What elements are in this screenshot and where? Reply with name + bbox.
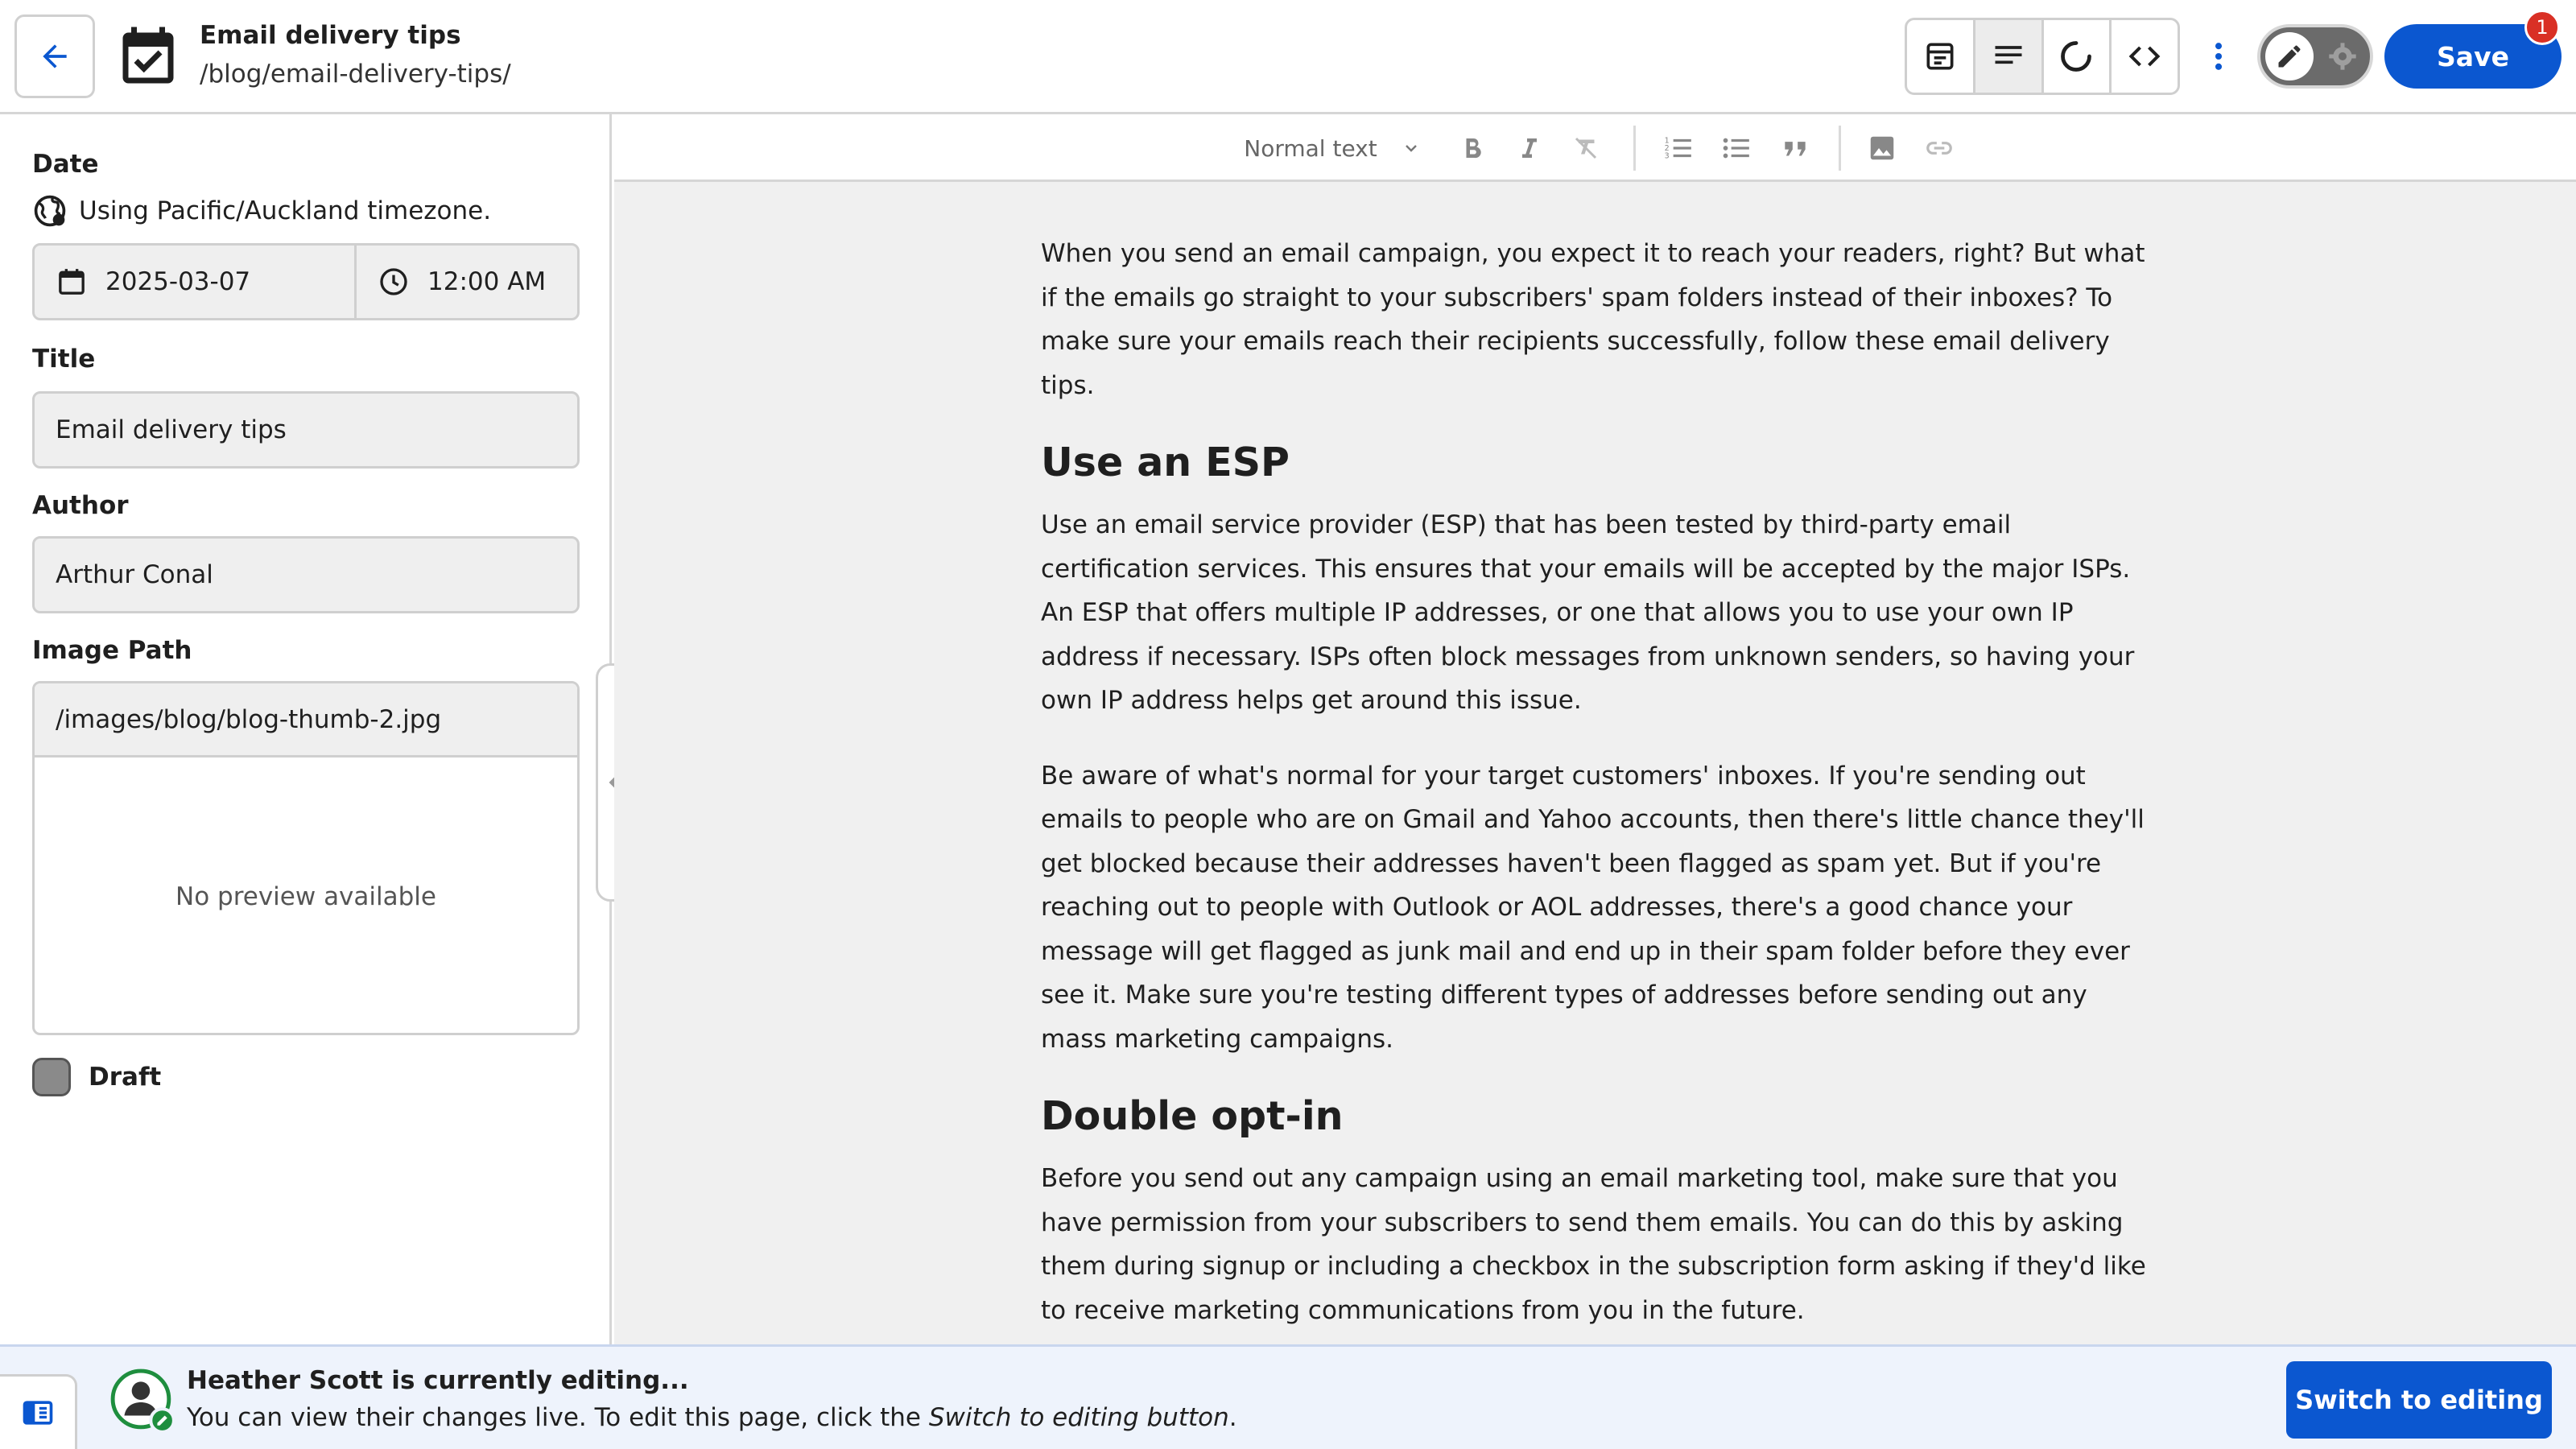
timezone-text: Using Pacific/Auckland timezone.	[79, 196, 492, 225]
timezone-info	[32, 193, 491, 229]
gear-icon	[2323, 37, 2362, 76]
title-label: Title	[32, 345, 96, 374]
svg-text:2: 2	[1664, 144, 1670, 154]
paragraph: Before you send out any campaign using an email marketing tool, make sure that you have permission from your subscribers to send them emails. You can do this by asking them during signup or including a checkbox in the subscription form asking if they'd like to receive marketing communications from you in the future.	[1041, 1164, 2146, 1325]
rich-text-toolbar	[614, 114, 2576, 182]
edit-mode-toggle[interactable]	[2257, 24, 2373, 89]
globe-icon	[32, 193, 68, 229]
quote-button[interactable]	[1777, 130, 1813, 166]
clear-format-button[interactable]	[1570, 130, 1602, 166]
date-input[interactable]	[35, 246, 357, 318]
image-preview-placeholder: No preview available	[175, 881, 436, 911]
insert-image-button[interactable]	[1864, 130, 1900, 166]
paragraph: When you send an email campaign, you expect it to reach your readers, right? But what if the emails go straight to your subscribers' spam folders instead of their inboxes? To make sure your emails reach their recipients successfully, follow these email delivery tips.	[1041, 239, 2145, 400]
text-view-icon	[1991, 39, 2026, 74]
editor-canvas[interactable]	[614, 182, 2576, 1344]
image-path-label: Image Path	[32, 636, 192, 665]
collaboration-banner	[0, 1344, 2576, 1449]
pencil-icon	[2265, 32, 2314, 80]
metadata-sidebar	[0, 114, 612, 1344]
svg-text:1: 1	[1664, 136, 1670, 146]
datetime-field	[32, 243, 580, 320]
italic-button[interactable]	[1513, 130, 1546, 166]
calendar-icon	[56, 266, 88, 298]
form-view-icon	[1922, 39, 1958, 74]
image-icon	[1867, 133, 1897, 163]
back-button[interactable]	[14, 14, 95, 98]
refresh-icon	[2058, 39, 2094, 74]
date-value: 2025-03-07	[105, 267, 251, 296]
heading: Use an ESP	[1041, 440, 1290, 485]
heading: Double opt-in	[1041, 1093, 1344, 1139]
save-button[interactable]: Save	[2384, 24, 2562, 89]
editing-desc-emphasis: Switch to editing button	[928, 1403, 1229, 1432]
editing-desc-text: You can view their changes live. To edit this page, click the	[187, 1403, 929, 1432]
author-input[interactable]: Arthur Conal	[32, 536, 580, 613]
calendar-check-icon	[114, 23, 182, 93]
draft-checkbox[interactable]	[32, 1058, 71, 1096]
arrow-left-icon	[37, 39, 72, 74]
editor-content[interactable]	[1041, 232, 2160, 1344]
toolbar-divider	[1839, 126, 1841, 171]
refresh-button[interactable]	[2044, 20, 2112, 93]
sidebar-panel-icon	[20, 1395, 56, 1430]
toolbar-divider	[1633, 126, 1636, 171]
app-header	[0, 0, 2576, 114]
draft-row	[32, 1058, 161, 1096]
editing-status-description	[187, 1403, 1237, 1432]
draft-label: Draft	[89, 1063, 162, 1092]
text-style-select[interactable]	[1240, 130, 1425, 166]
ordered-list-icon	[1663, 133, 1694, 163]
text-view-button[interactable]	[1975, 20, 2044, 93]
bold-icon	[1458, 134, 1487, 163]
bullet-list-button[interactable]	[1719, 130, 1754, 166]
date-label: Date	[32, 150, 99, 179]
link-icon	[1924, 133, 1955, 163]
quote-icon	[1780, 133, 1810, 163]
time-input[interactable]	[357, 246, 577, 318]
switch-to-editing-button[interactable]: Switch to editing	[2286, 1361, 2552, 1439]
editing-desc-period: .	[1228, 1403, 1237, 1432]
ordered-list-button[interactable]	[1661, 130, 1696, 166]
code-view-button[interactable]	[2112, 20, 2178, 93]
more-options-button[interactable]	[2202, 32, 2235, 80]
code-view-icon	[2127, 39, 2162, 74]
italic-icon	[1515, 134, 1544, 163]
more-vert-icon	[2211, 39, 2227, 74]
user-avatar-icon	[109, 1368, 175, 1434]
text-style-value: Normal text	[1244, 134, 1377, 162]
bullet-list-icon	[1721, 133, 1752, 163]
notification-badge: 1	[2524, 10, 2560, 45]
paragraph: Use an email service provider (ESP) that has been tested by third-party email certification services. This ensures that your emails will be accepted by the major ISPs. An ESP that offers multiple IP addresses, or one that allows you to use your own IP address if necessary. ISPs often block messages from unknown senders, so having your own IP address helps get around this issue.	[1041, 510, 2135, 715]
clock-icon	[378, 266, 410, 298]
sidebar-toggle-button[interactable]	[0, 1374, 77, 1449]
chevron-down-icon	[1402, 138, 1421, 158]
editing-status-title: Heather Scott is currently editing...	[187, 1366, 689, 1395]
svg-text:3: 3	[1664, 151, 1670, 161]
image-path-input[interactable]: /images/blog/blog-thumb-2.jpg	[35, 683, 577, 758]
page-path: /blog/email-delivery-tips/	[200, 60, 511, 89]
time-value: 12:00 AM	[427, 267, 547, 296]
image-field	[32, 681, 580, 1035]
form-view-button[interactable]	[1907, 20, 1975, 93]
page-title: Email delivery tips	[200, 21, 461, 50]
title-input[interactable]: Email delivery tips	[32, 391, 580, 469]
view-mode-group	[1905, 18, 2180, 95]
author-label: Author	[32, 491, 129, 520]
insert-link-button[interactable]	[1922, 130, 1957, 166]
paragraph: Be aware of what's normal for your target customers' inboxes. If you're sending out emails to people who are on Gmail and Yahoo accounts, then there's little chance they'll get blocked because their addresses haven't been flagged as spam yet. But if you're reaching out to people with Outlook or AOL addresses, there's a good chance your message will get flagged as junk mail and end up in their spam folder before they ever see it. Make sure you're testing different types of addresses before sending out any mass marketing campaigns.	[1041, 761, 2145, 1054]
bold-button[interactable]	[1456, 130, 1488, 166]
clear-format-icon	[1571, 134, 1600, 163]
